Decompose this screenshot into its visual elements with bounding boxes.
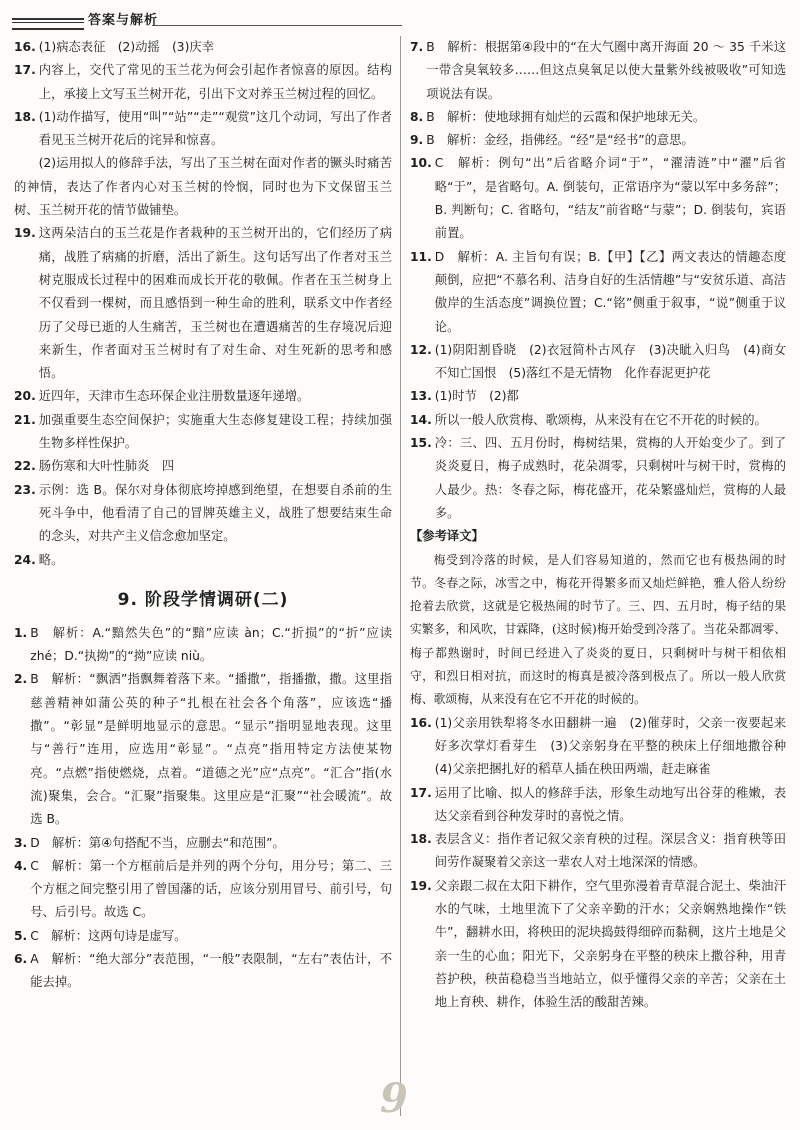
answer-text: 父亲跟二叔在太阳下耕作，空气里弥漫着青草混合泥土、柴油汗水的气味，土地里流下了父亲辛勤的汗水；父亲娴熟地操作“铁牛”，翻耕水田，将秧田的泥块捣鼓得细碎而黏稠，这片土地是父亲一生的心血；阳光下，父亲躬身在平整的秧床上撒谷种，用青苔护秧，秧苗稳稳当当地站立，似乎懂得父亲的辛苦；父亲在土地上育秧、耕作，体验生活的酸甜苦辣。 (434, 878, 786, 1010)
column-divider (400, 36, 401, 1116)
answer-text: 表层含义：指作者记叙父亲育秧的过程。深层含义：指育秧等田间劳作凝聚着父亲这一辈农人对土地深深的情感。 (434, 832, 786, 870)
reference-translation-title: 【参考译文】 (410, 529, 484, 544)
answer-item (410, 106, 786, 129)
header-rule (152, 25, 402, 26)
answer-number: 24. (14, 552, 36, 567)
answer-text: C 解析：例句“出”后省略介词“于”，“濯清涟”中“濯”后省略“于”，是省略句。A. 倒装句，正常语序为“蒙以军中多务辞”；B. 判断句；C. 省略句，“结友”前省略“与蒙”；D. 倒装句，宾语前置。 (434, 156, 786, 241)
answer-number: 16. (410, 715, 432, 730)
answer-number: 17. (14, 63, 36, 78)
left-column (14, 36, 392, 995)
answer-number: 6. (14, 951, 28, 966)
answer-number: 16. (14, 40, 36, 54)
answer-item (14, 855, 392, 925)
answer-text: A 解析：“绝大部分”表范围，“一般”表限制，“左右”表估计，不能去掉。 (30, 951, 392, 990)
page-header (12, 6, 402, 32)
answer-number: 5. (14, 928, 28, 943)
answer-text: B 解析：“飘洒”指飘舞着落下来。“播撒”，指播撒，撒。这里指慈善精神如蒲公英的种子“扎根在社会各个角落”，应该选“播撒”。“彰显”是鲜明地显示的意思。“显示”指明显地表现。这里与“善行”连用，应选用“彰显”。“点亮”指用特定方法使某物亮。“点燃”指使燃烧，点着。“道德之光”应“点亮”。“汇合”指(水流)聚集，会合。“汇聚”指聚集。这里应是“汇聚”“社会暖流”。故选 B。 (30, 672, 392, 827)
answer-text: 略。 (38, 552, 64, 567)
answer-text: 近四年，天津市生态环保企业注册数量逐年递增。 (38, 389, 310, 404)
answer-number: 8. (410, 109, 424, 124)
answer-item (14, 409, 392, 456)
answer-item (14, 385, 392, 408)
answer-number: 15. (410, 436, 432, 451)
answer-text: (1)动作描写，使用“叫”“站”“走”“观赏”这几个动词，写出了作者看见玉兰树开花后的诧异和惊喜。 (38, 109, 392, 148)
answer-text: C 解析：这两句诗是虚写。 (30, 928, 187, 943)
answer-text: (1)父亲用铁犁将冬水田翻耕一遍 (2)催芽时，父亲一夜要起来好多次掌灯看芽生 (3)父亲躬身在平整的秧床上仔细地撒谷种 (4)父亲把捆扎好的稻草人插在秧田两端，赶走麻雀 (434, 715, 799, 777)
answer-text: 运用了比喻、拟人的修辞手法，形象生动地写出谷芽的稚嫩，表达父亲看到谷种发芽时的喜悦之情。 (434, 785, 786, 823)
answer-item (14, 622, 392, 669)
page-number: 9 (380, 1075, 408, 1122)
answer-item (14, 455, 392, 478)
answer-text: 加强重要生态空间保护；实施重大生态修复建设工程；持续加强生物多样性保护。 (38, 412, 392, 451)
answer-number: 22. (14, 459, 36, 474)
header-title: 答案与解析 (88, 13, 159, 28)
answer-text: (1)病态表征 (2)动摇 (3)庆幸 (38, 40, 215, 54)
answer-number: 9. (410, 133, 424, 148)
answer-item (410, 712, 799, 782)
answer-number: 13. (410, 389, 432, 404)
answer-item (410, 828, 786, 875)
answer-item (410, 152, 786, 245)
answer-text: C 解析：第一个方框前后是并列的两个分句，用分号；第二、三个方框之间完整引用了曾国藩的话，应该分别用冒号、前引号，句号、后引号。故选 C。 (30, 858, 392, 920)
answer-text: D 解析：A. 主旨句有误；B.【甲】【乙】两文表达的情趣态度颠倒，应把“不慕名利、洁身自好的生活情趣”与“安贫乐道、高洁傲岸的生活态度”调换位置；C.“铭”侧重于叙事，“说”侧重于议论。 (434, 249, 786, 334)
answer-number: 10. (410, 156, 432, 171)
answer-text: (1)时节 (2)都 (434, 389, 519, 404)
answer-item (410, 246, 786, 339)
answer-list-e (410, 712, 799, 1015)
answer-text: B 解析：使地球拥有灿烂的云霞和保护地球无关。 (426, 109, 706, 124)
answer-number: 23. (14, 482, 36, 497)
answer-item (410, 409, 786, 432)
answer-item (14, 59, 392, 106)
answer-text: 冷：三、四、五月份时，梅树结果，赏梅的人开始变少了。到了炎炎夏日，梅子成熟时，花朵凋零，只剩树叶与树干时，赏梅的人最少。热：冬春之际，梅花盛开，花朵繁盛灿烂，赏梅的人最多。 (434, 436, 786, 520)
answer-item (14, 222, 392, 385)
answer-item (14, 549, 392, 572)
answer-item (14, 925, 392, 948)
answer-number: 1. (14, 625, 28, 640)
answer-number: 21. (14, 412, 36, 427)
answer-number: 17. (410, 785, 432, 800)
answer-item (14, 479, 392, 549)
answer-text: B 解析：金经，指佛经。“经”是“经书”的意思。 (426, 133, 694, 148)
answer-text: D 解析：第④句搭配不当，应删去“和范围”。 (30, 835, 285, 850)
answer-number: 14. (410, 412, 432, 427)
answer-list-b (14, 222, 392, 571)
answer-text: 所以一般人欣赏梅、歌颂梅，从来没有在它不开花的时候的。 (434, 412, 767, 427)
answer-item (410, 875, 786, 1015)
answer-number: 19. (14, 226, 36, 241)
answer-text: B 解析：A.“黯然失色”的“黯”应读 àn；C.“折损”的“折”应读 zhé；D.“执拗”的“拗”应读 niù。 (30, 625, 392, 664)
answer-number: 18. (14, 109, 36, 124)
answer-list-c (14, 622, 392, 995)
answer-number: 20. (14, 389, 36, 404)
answer-item (410, 782, 786, 829)
answer-list-a (14, 36, 392, 152)
answer-item (410, 385, 786, 408)
answer-number: 19. (410, 878, 432, 893)
answer-number: 2. (14, 672, 28, 687)
answer-number: 3. (14, 835, 28, 850)
answer-text: 肠伤寒和大叶性肺炎 四 (38, 459, 175, 474)
answer-list-d (410, 36, 786, 525)
answer-item (410, 432, 786, 525)
answer-text: 示例：选 B。保尔对身体彻底垮掉感到绝望，在想要自杀前的生死斗争中，他看清了自己的冒牌英雄主义，战胜了想要结束生命的念头，对共产主义信念愈加坚定。 (38, 482, 392, 544)
section-title: 9. 阶段学情调研(二) (117, 589, 289, 610)
answer-number: 12. (410, 342, 432, 357)
answer-text: 这两朵洁白的玉兰花是作者栽种的玉兰树开出的，它们经历了病痛，战胜了病痛的折磨，活出了新生。这句话写出了作者对玉兰树克服成长过程中的困难而成长开花的敬佩。作者在玉兰树身上不仅看到一棵树，而且感悟到一种生命的胜利，联系文中作者经历了父母已逝的人生痛苦，玉兰树也在遭遇痛苦的生存境况后迎来新生，作者面对玉兰树时有了对生命、对生死新的思考和感悟。 (38, 226, 392, 381)
answer-text: (1)阴阳割昏晓 (2)衣冠简朴古风存 (3)决眦入归鸟 (4)商女不知亡国恨 (5)落红不是无情物 化作春泥更护花 (434, 342, 786, 381)
answer-item (14, 668, 392, 831)
answer-item (410, 339, 786, 386)
right-column (410, 36, 799, 1014)
answer-item (410, 36, 786, 106)
answer-number: 18. (410, 832, 432, 847)
answer-item (14, 106, 392, 153)
answer-text: B 解析：根据第④段中的“在大气圈中离开海面 20 ～ 35 千米这一带含臭氧较多……但这点臭氧足以使大量紫外线被吸收”可知选项说法有误。 (426, 40, 786, 101)
answer-item (14, 948, 392, 995)
answer-item (410, 129, 786, 152)
answer-item (14, 36, 392, 59)
answer-number: 7. (410, 40, 424, 54)
header-decoration (12, 18, 84, 30)
answer-text: 内容上，交代了常见的玉兰花为何会引起作者惊喜的原因。结构上，承接上文写玉兰树开花，引出下文对养玉兰树过程的回忆。 (38, 63, 392, 101)
answer-number: 4. (14, 858, 28, 873)
answer-18-part-2: (2)运用拟人的修辞手法，写出了玉兰树在面对作者的镢头时痛苦的神情，表达了作者内心对玉兰树的怜悯，同时也为下文保留玉兰树、玉兰树开花的情节做铺垫。 (14, 156, 392, 218)
reference-translation: 梅受到冷落的时候，是人们容易知道的，然而它也有极热闹的时节。冬春之际，冰雪之中，梅花开得繁多而又灿烂鲜艳，雅人俗人纷纷抢着去欣赏，这就是它极热闹的时节了。三、四、五月时，梅子结的果实繁多，和风吹，甘霖降，(这时候)梅开始受到冷落了。当花朵都凋零、梅子都熟谢时，时间已经进入了炎炎的夏日，只剩树叶与树干相依相守，和烈日相对抗，而这时的梅真是被冷落到极点了。所以一般人欣赏梅、歌颂梅，从来没有在它不开花的时候的。 (410, 552, 786, 707)
answer-item (14, 832, 392, 855)
answer-number: 11. (410, 249, 432, 264)
